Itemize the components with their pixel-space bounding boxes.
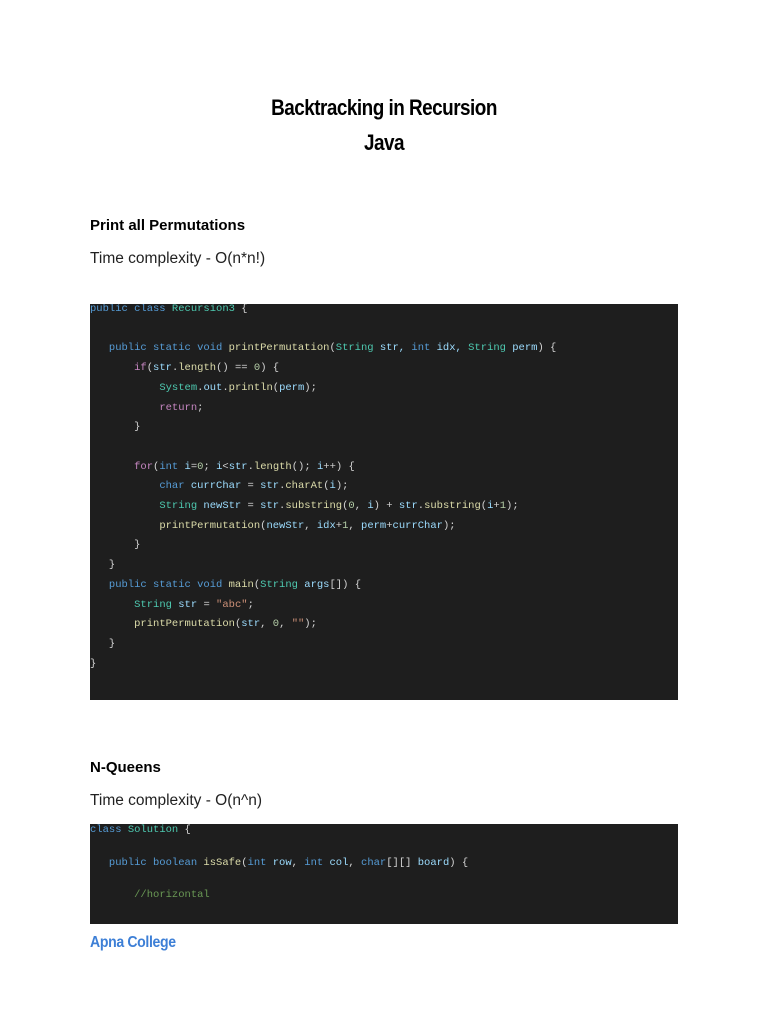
code-line: [90, 888, 210, 902]
code-token: "abc": [216, 598, 248, 611]
code-token: ,: [291, 856, 305, 869]
code-token: str: [260, 480, 280, 493]
section-heading-permutations: Print all Permutations: [90, 217, 246, 234]
footer-brand: Apna College: [90, 934, 176, 951]
code-line: [90, 499, 519, 513]
code-token: +: [493, 500, 500, 512]
code-token: ++) {: [323, 460, 355, 473]
code-token: 0: [272, 618, 280, 631]
code-token: () ==: [216, 362, 254, 375]
code-token: str: [241, 618, 261, 631]
code-token: .: [279, 480, 286, 493]
code-token: [90, 402, 159, 414]
code-token: return: [159, 401, 198, 414]
code-line: [90, 479, 348, 493]
code-line: [90, 361, 279, 375]
code-token: ) {: [449, 856, 469, 869]
code-token: +: [335, 519, 343, 532]
code-token: []) {: [329, 578, 361, 591]
code-token: ,: [354, 500, 368, 512]
code-token: substring: [424, 500, 481, 512]
code-token: idx: [316, 519, 336, 532]
code-line: [90, 617, 317, 631]
code-token: char: [361, 856, 387, 869]
code-token: [90, 480, 159, 492]
code-token: int: [247, 856, 267, 869]
code-token: ,: [279, 618, 292, 631]
code-token: .: [417, 500, 425, 512]
code-token: (: [260, 519, 267, 532]
code-token: .: [279, 500, 286, 512]
code-token: <: [222, 460, 229, 473]
code-token: i: [316, 460, 324, 473]
document-subtitle: Java: [363, 130, 405, 155]
code-token: (: [272, 381, 280, 394]
code-token: String: [468, 342, 506, 355]
code-line: [90, 578, 361, 592]
code-token: ) {: [537, 342, 557, 355]
code-token: col: [323, 856, 349, 869]
code-token: String: [134, 598, 172, 611]
code-token: {: [178, 824, 191, 836]
code-token: [90, 618, 134, 630]
code-token: 1: [499, 500, 507, 512]
code-token: println: [228, 381, 273, 394]
permutations-code-block: [90, 304, 678, 700]
code-token: i: [487, 500, 494, 512]
code-token: currChar: [184, 480, 242, 493]
code-token: }: [90, 657, 97, 670]
code-line: [90, 401, 203, 415]
code-token: str: [153, 362, 172, 375]
code-token: ;: [203, 460, 217, 473]
code-token: newStr: [266, 519, 305, 532]
code-token: newStr: [197, 500, 242, 512]
code-token: perm: [361, 519, 387, 532]
code-token: row: [266, 856, 292, 869]
code-token: );: [335, 480, 349, 493]
section-heading-n-queens: N-Queens: [90, 759, 161, 776]
code-token: board: [417, 856, 450, 869]
code-token: str: [171, 598, 198, 611]
code-token: (: [480, 500, 488, 512]
code-line: [90, 856, 468, 870]
code-token: [90, 889, 134, 901]
code-line: [90, 420, 140, 434]
code-token: public class: [90, 304, 172, 315]
code-token: .: [222, 381, 229, 394]
code-token: substring: [285, 500, 343, 512]
code-token: ) +: [373, 500, 399, 512]
code-token: //horizontal: [134, 889, 210, 902]
code-token: printPermutation: [228, 342, 330, 355]
code-line: [90, 598, 254, 612]
code-token: String: [260, 578, 298, 591]
permutations-complexity: Time complexity - O(n*n!): [90, 250, 266, 267]
code-token: 0: [253, 362, 261, 375]
code-token: char: [159, 480, 185, 493]
code-token: [90, 500, 159, 512]
code-token: printPermutation: [134, 618, 235, 631]
code-token: public static void: [90, 342, 229, 355]
code-token: [90, 520, 159, 532]
code-token: int: [411, 342, 431, 355]
code-token: {: [234, 304, 248, 315]
code-token: String: [335, 342, 374, 355]
code-token: int: [159, 460, 179, 473]
code-line: [90, 558, 115, 572]
code-token: ,: [304, 519, 317, 532]
code-token: "": [291, 618, 305, 631]
code-token: (: [153, 460, 160, 473]
code-token: (: [241, 856, 248, 869]
code-token: =: [190, 460, 198, 473]
document-title: Backtracking in Recursion: [271, 95, 497, 120]
code-token: ,: [260, 618, 273, 631]
code-token: [90, 382, 159, 394]
code-token: Recursion3: [171, 304, 235, 315]
code-line: [90, 637, 115, 651]
code-token: );: [304, 618, 317, 631]
code-token: printPermutation: [159, 519, 261, 532]
code-token: str,: [373, 342, 412, 355]
code-token: currChar: [392, 519, 443, 532]
code-token: 0: [348, 500, 355, 512]
code-token: public static void: [90, 578, 229, 591]
code-token: str: [228, 460, 248, 473]
code-token: ,: [348, 519, 362, 532]
code-token: (: [146, 362, 154, 375]
code-token: [][]: [386, 856, 418, 869]
code-line: [90, 538, 140, 552]
code-token: =: [197, 598, 217, 611]
code-token: .: [247, 460, 254, 473]
code-token: public boolean: [90, 856, 204, 869]
code-token: (: [329, 342, 336, 355]
code-token: [90, 599, 134, 611]
code-token: (: [323, 480, 330, 493]
code-token: [90, 461, 134, 473]
code-token: str: [398, 500, 418, 512]
code-token: +: [386, 519, 393, 532]
code-token: for: [134, 460, 154, 473]
code-token: String: [159, 500, 198, 512]
code-line: [90, 381, 317, 395]
code-token: perm: [505, 342, 538, 355]
code-token: );: [442, 519, 456, 532]
code-token: perm: [279, 381, 305, 394]
code-token: ();: [291, 460, 317, 473]
code-token: .: [171, 362, 179, 375]
code-token: ) {: [260, 362, 280, 375]
code-token: System: [159, 381, 198, 394]
code-token: }: [90, 637, 116, 650]
code-token: ,: [348, 856, 362, 869]
code-token: isSafe: [203, 856, 242, 869]
code-token: (: [253, 578, 261, 591]
code-line: [90, 824, 191, 837]
code-token: i: [367, 500, 374, 512]
code-line: [90, 304, 248, 316]
code-token: if: [134, 362, 147, 375]
code-token: 0: [197, 460, 204, 473]
code-token: (: [342, 500, 349, 512]
code-token: class: [90, 824, 128, 836]
code-token: );: [304, 381, 317, 394]
code-token: args: [297, 578, 330, 591]
code-token: =: [241, 500, 261, 512]
code-line: [90, 341, 556, 355]
code-token: i: [329, 480, 336, 493]
code-token: ;: [197, 401, 204, 414]
code-token: );: [506, 500, 519, 512]
code-token: str: [260, 500, 280, 512]
code-token: i: [216, 460, 223, 473]
code-token: length: [253, 460, 292, 473]
code-token: }: [90, 421, 141, 434]
n-queens-complexity: Time complexity - O(n^n): [90, 792, 263, 809]
code-line: [90, 460, 355, 474]
code-token: }: [90, 539, 141, 552]
code-line: [90, 657, 96, 671]
code-token: i: [178, 460, 191, 473]
code-token: length: [178, 362, 217, 375]
code-token: ;: [247, 598, 254, 611]
code-token: }: [90, 559, 116, 572]
code-token: int: [304, 856, 324, 869]
code-token: charAt: [285, 480, 324, 493]
code-token: [90, 362, 134, 374]
n-queens-code-block: [90, 824, 678, 924]
code-token: =: [241, 480, 261, 493]
code-token: out: [203, 381, 223, 394]
code-token: idx,: [430, 342, 469, 355]
code-token: (: [234, 618, 242, 631]
code-line: [90, 519, 456, 533]
code-token: 1: [342, 519, 349, 532]
code-token: Solution: [127, 824, 179, 836]
code-token: main: [228, 578, 254, 591]
code-token: .: [197, 381, 204, 394]
